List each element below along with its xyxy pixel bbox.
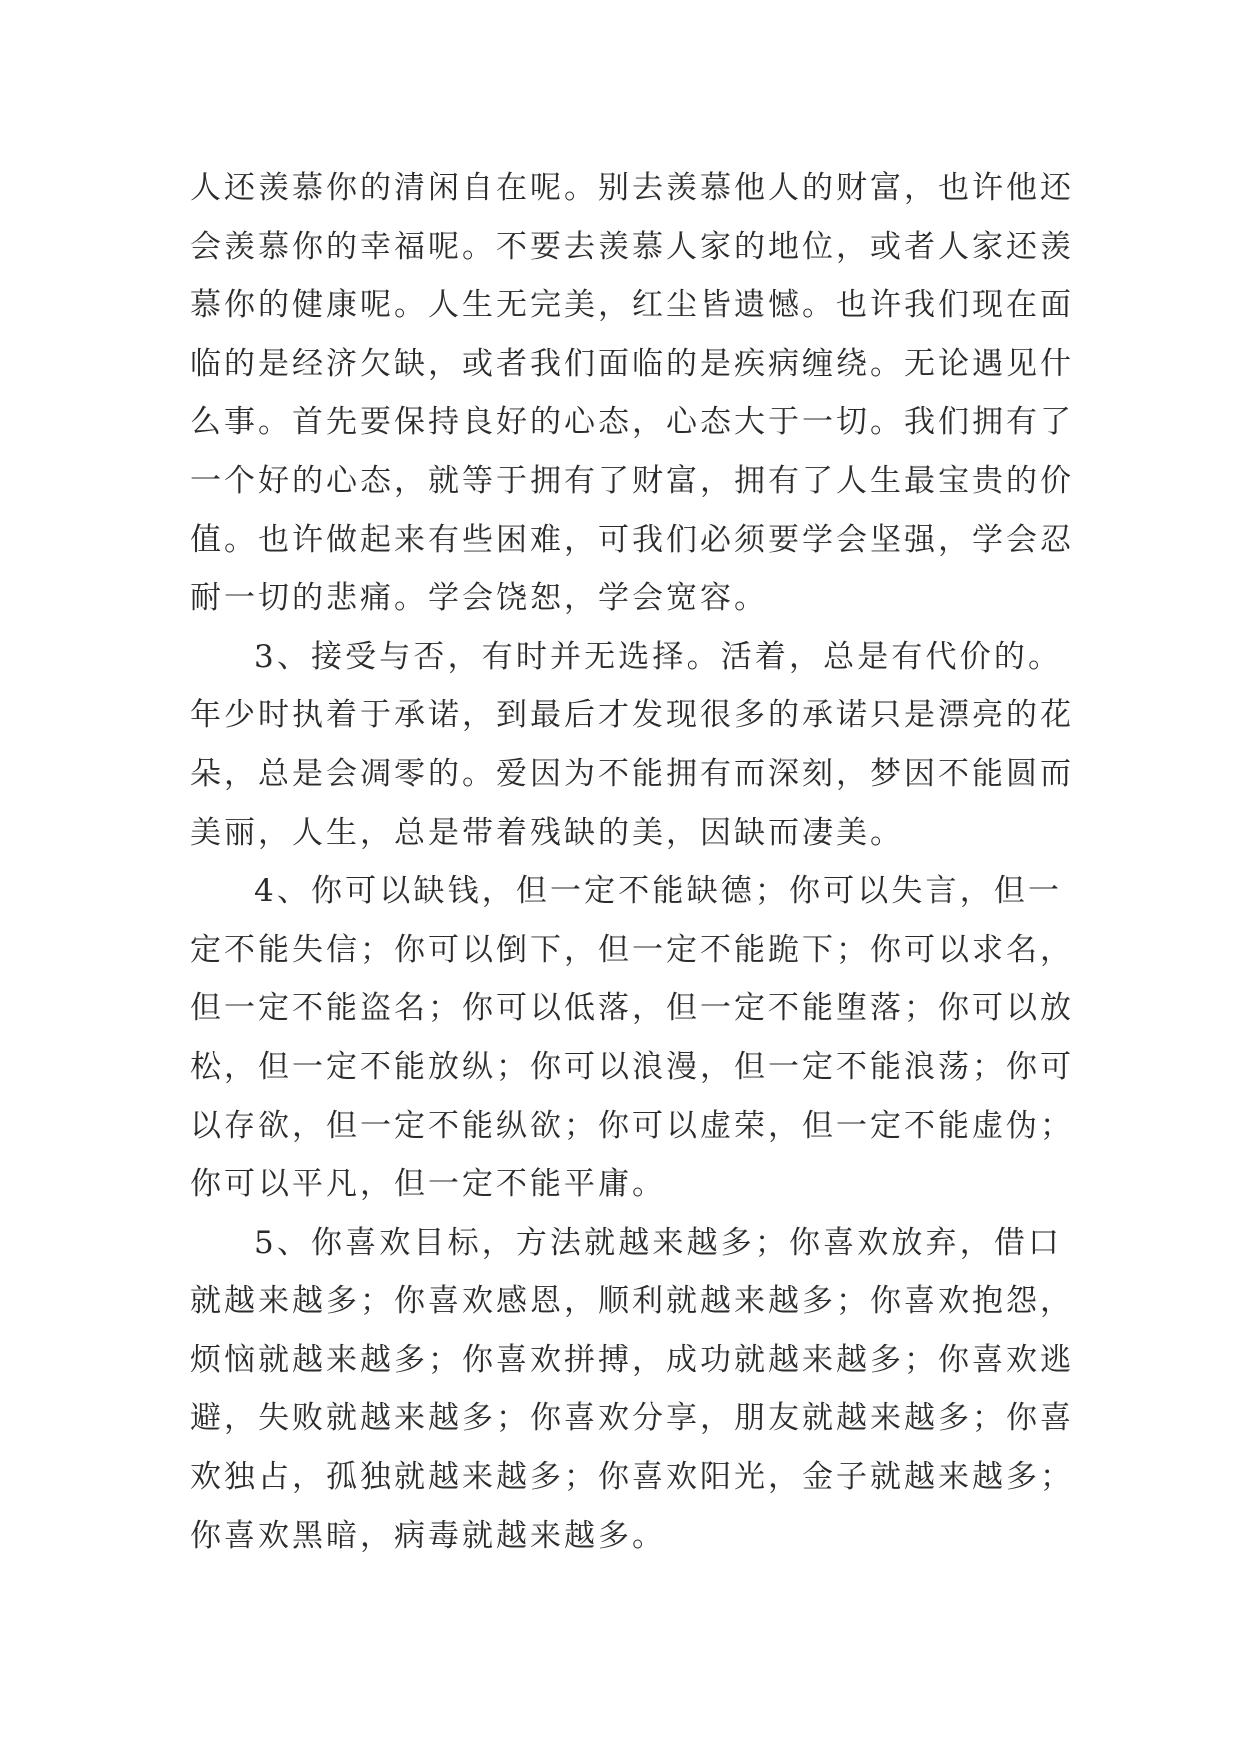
text-line: 美丽，人生，总是带着残缺的美，因缺而凄美。 <box>190 814 904 851</box>
text-line: 年少时执着于承诺，到最后才发现很多的承诺只是漂亮的花 <box>190 697 1074 734</box>
paragraph-5 <box>190 1214 1074 1566</box>
text-line: 值。也许做起来有些困难，可我们必须要学会坚强，学会忍 <box>190 521 1074 558</box>
text-line: 慕你的健康呢。人生无完美，红尘皆遗憾。也许我们现在面 <box>190 287 1074 324</box>
text-line: 耐一切的悲痛。学会饶恕，学会宽容。 <box>190 580 768 617</box>
text-line: 会羡慕你的幸福呢。不要去羡慕人家的地位，或者人家还羡 <box>190 228 1074 265</box>
text-line: 5、你喜欢目标，方法就越来越多；你喜欢放弃，借口 <box>254 1224 1062 1261</box>
text-line: 以存欲，但一定不能纵欲；你可以虚荣，但一定不能虚伪； <box>190 1107 1074 1144</box>
text-line: 避，失败就越来越多；你喜欢分享，朋友就越来越多；你喜 <box>190 1400 1074 1437</box>
text-line: 3、接受与否，有时并无选择。活着，总是有代价的。 <box>254 638 1062 675</box>
text-line: 烦恼就越来越多；你喜欢拼搏，成功就越来越多；你喜欢逃 <box>190 1341 1074 1378</box>
text-line: 但一定不能盗名；你可以低落，但一定不能堕落；你可以放 <box>190 990 1074 1027</box>
document-body <box>190 159 1074 1565</box>
text-line: 朵，总是会凋零的。爱因为不能拥有而深刻，梦因不能圆而 <box>190 755 1074 792</box>
text-line: 你喜欢黑暗，病毒就越来越多。 <box>190 1517 666 1554</box>
text-line: 松，但一定不能放纵；你可以浪漫，但一定不能浪荡；你可 <box>190 1048 1074 1085</box>
text-line: 一个好的心态，就等于拥有了财富，拥有了人生最宝贵的价 <box>190 462 1074 499</box>
text-line: 就越来越多；你喜欢感恩，顺利就越来越多；你喜欢抱怨， <box>190 1283 1074 1320</box>
text-line: 人还羡慕你的清闲自在呢。别去羡慕他人的财富，也许他还 <box>190 170 1074 206</box>
text-line: 临的是经济欠缺，或者我们面临的是疾病缠绕。无论遇见什 <box>190 345 1074 382</box>
text-line: 欢独占，孤独就越来越多；你喜欢阳光，金子就越来越多； <box>190 1459 1074 1496</box>
text-line: 你可以平凡，但一定不能平庸。 <box>190 1166 666 1203</box>
text-line: 4、你可以缺钱，但一定不能缺德；你可以失言，但一 <box>254 873 1062 910</box>
paragraph-4 <box>190 862 1074 1214</box>
paragraph-continued <box>190 159 1074 628</box>
text-line: 么事。首先要保持良好的心态，心态大于一切。我们拥有了 <box>190 404 1074 441</box>
paragraph-3 <box>190 628 1074 862</box>
text-line: 定不能失信；你可以倒下，但一定不能跪下；你可以求名， <box>190 931 1074 968</box>
